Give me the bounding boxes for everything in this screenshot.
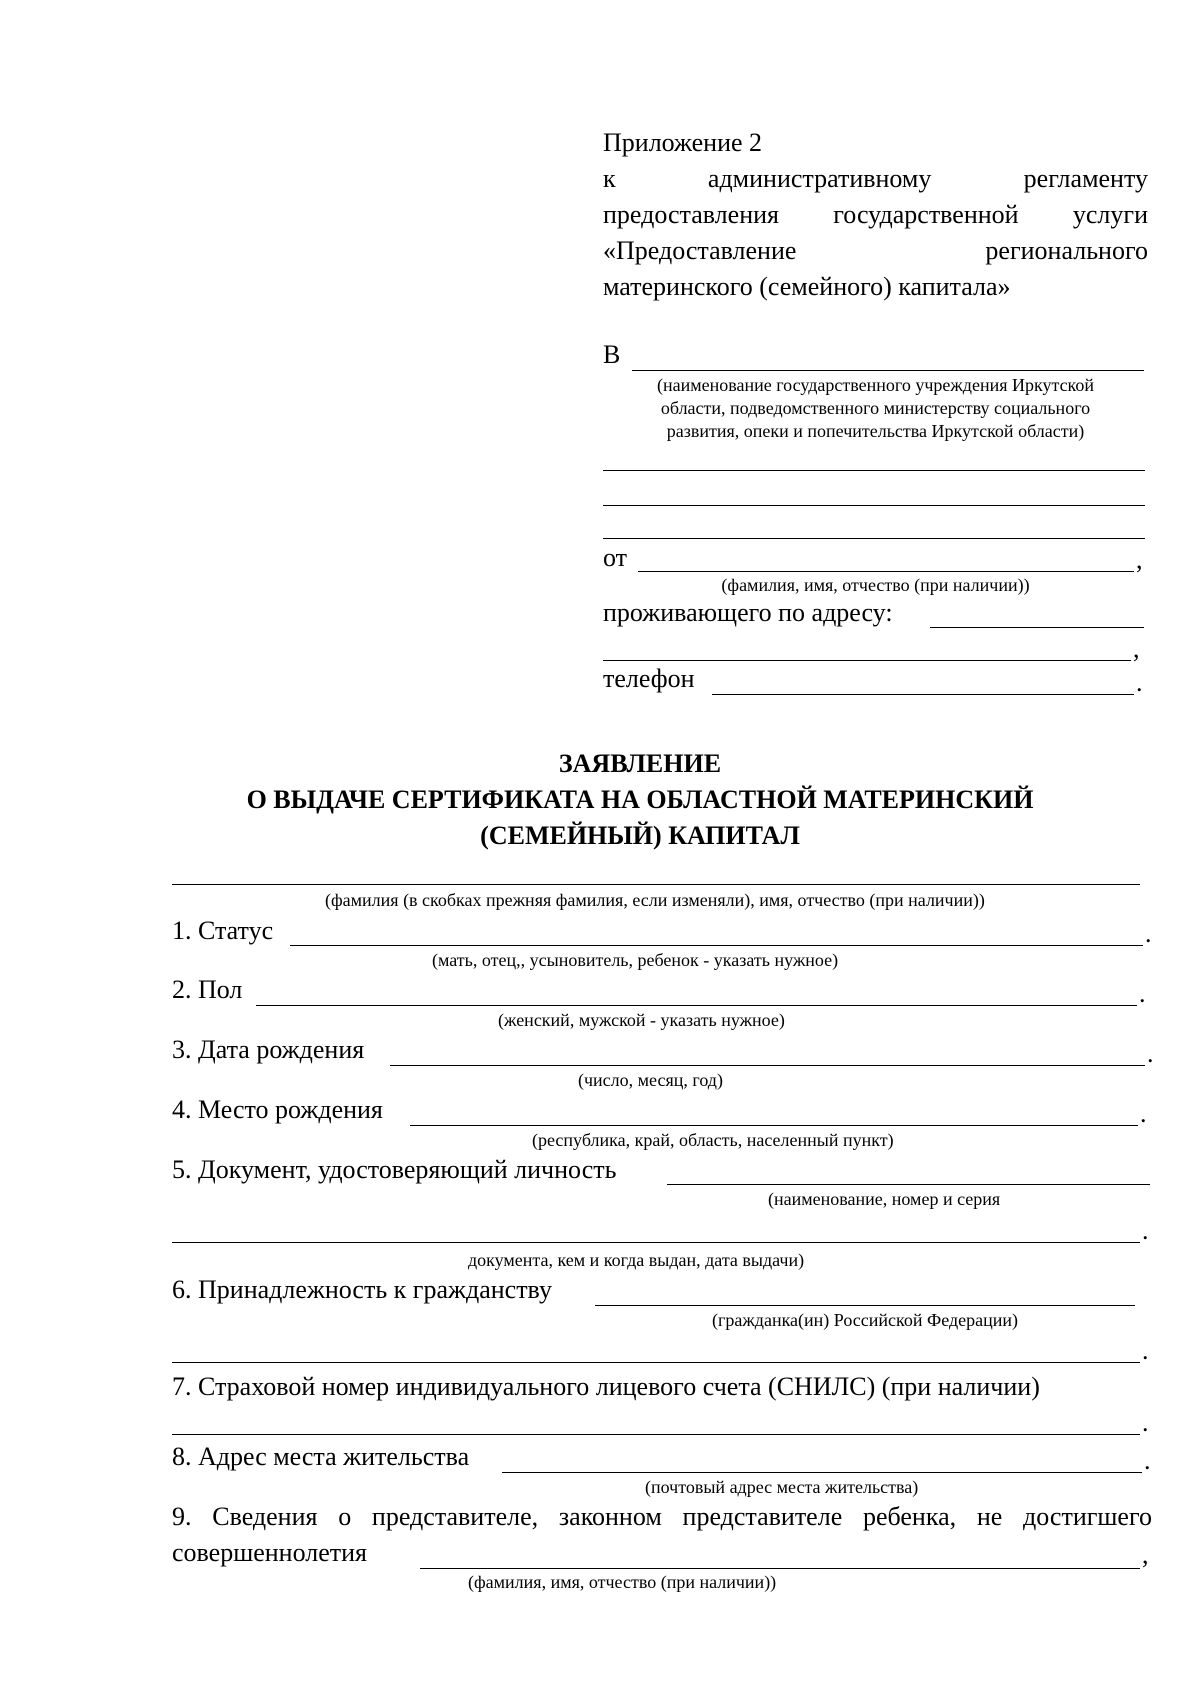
representative-label: 9. Сведения о представителе, законном представителе ребенка, не достигшего	[172, 1502, 1152, 1531]
institution-extra-line-2[interactable]	[603, 505, 1145, 506]
applicant-fullname-line[interactable]	[172, 884, 1140, 885]
form-title: ЗАЯВЛЕНИЕ	[558, 749, 722, 778]
representative-caption: (фамилия, имя, отчество (при наличии))	[468, 1572, 777, 1592]
citizenship-field-line[interactable]	[595, 1305, 1135, 1306]
id-document-caption-2: документа, кем и когда выдан, дата выдачи)	[468, 1250, 805, 1270]
address-label: 8. Адрес места жительства	[172, 1442, 470, 1471]
applicant-name-comma: ,	[1136, 545, 1143, 574]
address-caption: (почтовый адрес места жительства)	[645, 1477, 919, 1497]
phone-line[interactable]	[712, 694, 1134, 695]
id-document-period: .	[1142, 1216, 1149, 1245]
residing-address-line[interactable]	[930, 627, 1144, 628]
birthplace-caption: (республика, край, область, населенный пункт)	[532, 1130, 894, 1150]
address-field-line[interactable]	[502, 1472, 1142, 1473]
status-label: 1. Статус	[172, 916, 274, 945]
representative-field-line[interactable]	[420, 1568, 1140, 1569]
birthdate-period: .	[1147, 1039, 1154, 1068]
institution-caption-1: (наименование государственного учреждения Иркутской	[656, 375, 1095, 395]
institution-extra-line-1[interactable]	[603, 470, 1145, 471]
institution-field-line[interactable]	[632, 370, 1144, 371]
appendix-number: Приложение 2	[603, 128, 763, 157]
applicant-name-line[interactable]	[638, 571, 1134, 572]
citizenship-caption: (гражданка(ин) Российской Федерации)	[712, 1310, 1019, 1330]
citizenship-label: 6. Принадлежность к гражданству	[172, 1275, 552, 1304]
birthplace-label: 4. Место рождения	[172, 1095, 383, 1124]
institution-caption-2: области, подведомственного министерству социального	[660, 398, 1091, 418]
residing-address-comma: ,	[1133, 634, 1140, 663]
sex-field-line[interactable]	[256, 1005, 1137, 1006]
citizenship-period: .	[1142, 1336, 1149, 1365]
representative-label-2: совершеннолетия	[172, 1538, 367, 1567]
to-prefix: В	[603, 340, 621, 369]
appendix-line-provision: предоставления государственной услуги	[603, 200, 1148, 229]
form-subtitle-2: (СЕМЕЙНЫЙ) КАПИТАЛ	[480, 821, 800, 850]
birthdate-field-line[interactable]	[390, 1065, 1145, 1066]
residing-address-line-2[interactable]	[603, 660, 1131, 661]
birthdate-label: 3. Дата рождения	[172, 1035, 365, 1064]
status-field-line[interactable]	[290, 945, 1143, 946]
appendix-line-capital: материнского (семейного) капитала»	[603, 272, 1011, 301]
from-prefix: от	[603, 543, 628, 572]
address-period: .	[1144, 1446, 1151, 1475]
snils-label: 7. Страховой номер индивидуального лицевого счета (СНИЛС) (при наличии)	[172, 1372, 1040, 1401]
snils-field-line[interactable]	[172, 1434, 1140, 1435]
institution-caption-3: развития, опеки и попечительства Иркутской области)	[666, 421, 1085, 441]
appendix-line-k: к административному регламенту	[603, 164, 1148, 193]
representative-comma: ,	[1142, 1540, 1149, 1569]
status-period: .	[1145, 919, 1152, 948]
id-document-label: 5. Документ, удостоверяющий личность	[172, 1155, 617, 1184]
form-subtitle-1: О ВЫДАЧЕ СЕРТИФИКАТА НА ОБЛАСТНОЙ МАТЕРИНСКИЙ	[246, 785, 1034, 814]
residing-label: проживающего по адресу:	[603, 598, 893, 627]
status-caption: (мать, отец,, усыновитель, ребенок - указать нужное)	[432, 950, 839, 970]
id-document-field-line[interactable]	[667, 1184, 1150, 1185]
birthplace-period: .	[1140, 1099, 1147, 1128]
applicant-fullname-caption: (фамилия (в скобках прежняя фамилия, если изменяли), имя, отчество (при наличии))	[325, 890, 985, 910]
phone-label: телефон	[603, 664, 695, 693]
institution-extra-line-3[interactable]	[603, 538, 1145, 539]
snils-period: .	[1142, 1408, 1149, 1437]
id-document-field-line-2[interactable]	[172, 1242, 1140, 1243]
appendix-line-service: «Предоставление регионального	[603, 236, 1148, 265]
birthdate-caption: (число, месяц, год)	[578, 1070, 723, 1090]
id-document-caption: (наименование, номер и серия	[768, 1189, 1001, 1209]
birthplace-field-line[interactable]	[410, 1125, 1138, 1126]
sex-period: .	[1139, 979, 1146, 1008]
sex-caption: (женский, мужской - указать нужное)	[498, 1010, 785, 1030]
applicant-name-caption: (фамилия, имя, отчество (при наличии))	[721, 575, 1030, 595]
citizenship-field-line-2[interactable]	[172, 1362, 1140, 1363]
phone-period: .	[1136, 668, 1143, 697]
sex-label: 2. Пол	[172, 975, 243, 1004]
